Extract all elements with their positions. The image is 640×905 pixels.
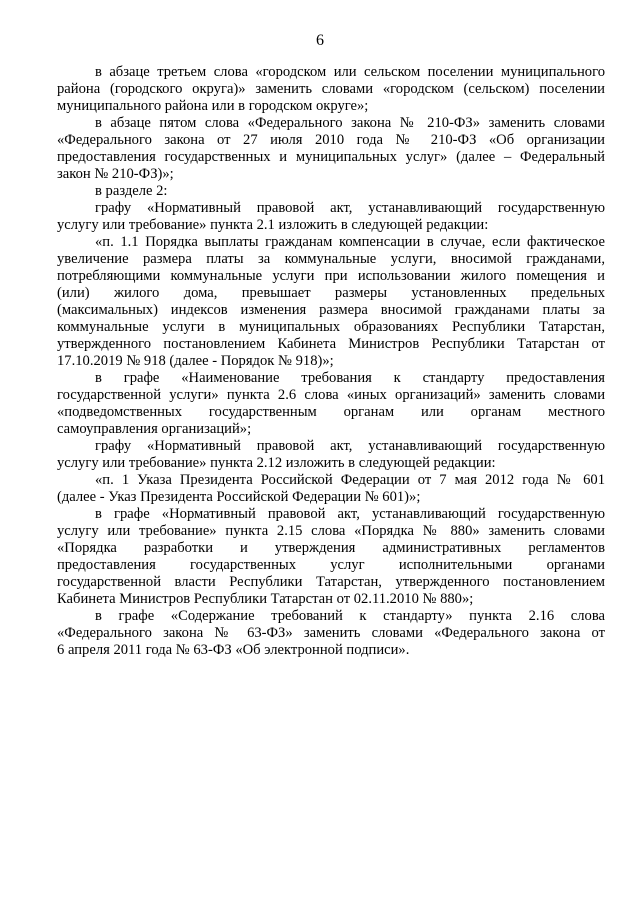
text-line: предоставления государственных и муниципальных услуг» (далее – Федеральный bbox=[57, 149, 605, 165]
text-line: «Федерального закона № 63-ФЗ» заменить словами «Федерального закона от bbox=[57, 625, 605, 641]
text-line: государственной услуги» пункта 2.6 слова «иных организаций» заменить словами bbox=[57, 387, 605, 403]
text-line: закон № 210-ФЗ)»; bbox=[57, 166, 174, 182]
text-line: в графе «Нормативный правовой акт, устанавливающий государственную bbox=[95, 506, 605, 522]
text-line: в графе «Содержание требований к стандарту» пункта 2.16 слова bbox=[95, 608, 605, 624]
text-line: потребляющими коммунальные услуги при использовании жилого помещения и bbox=[57, 268, 605, 284]
text-line: государственной власти Республики Татарстан, утвержденного постановлением bbox=[57, 574, 605, 590]
text-line: (максимальных) индексов изменения размера вносимой гражданами платы за bbox=[57, 302, 605, 318]
text-line: графу «Нормативный правовой акт, устанавливающий государственную bbox=[95, 438, 605, 454]
text-line: коммунальные услуги в муниципальных образованиях Республики Татарстан, bbox=[57, 319, 605, 335]
text-line: «п. 1.1 Порядка выплаты гражданам компенсации в случае, если фактическое bbox=[95, 234, 605, 250]
text-line: в графе «Наименование требования к стандарту предоставления bbox=[95, 370, 605, 386]
text-line: (далее - Указ Президента Российской Федерации № 601)»; bbox=[57, 489, 421, 505]
text-line: (или) жилого дома, превышает размеры установленных предельных bbox=[57, 285, 605, 301]
text-line: 6 апреля 2011 года № 63-ФЗ «Об электронной подписи». bbox=[57, 642, 410, 658]
text-line: «п. 1 Указа Президента Российской Федерации от 7 мая 2012 года № 601 bbox=[95, 472, 605, 488]
text-line: в абзаце пятом слова «Федерального закона № 210-ФЗ» заменить словами bbox=[95, 115, 605, 131]
document-body bbox=[57, 64, 605, 659]
text-line: графу «Нормативный правовой акт, устанавливающий государственную bbox=[95, 200, 605, 216]
text-line: «Федерального закона от 27 июля 2010 года № 210-ФЗ «Об организации bbox=[57, 132, 605, 148]
text-line: самоуправления организаций»; bbox=[57, 421, 252, 437]
text-line: утвержденного постановлением Кабинета Министров Республики Татарстан от bbox=[57, 336, 605, 352]
text-line: «Порядка разработки и утверждения административных регламентов bbox=[57, 540, 605, 556]
text-line: Кабинета Министров Республики Татарстан от 02.11.2010 № 880»; bbox=[57, 591, 474, 607]
page-number: 6 bbox=[316, 32, 324, 49]
text-line: «подведомственных государственным органам или органам местного bbox=[57, 404, 605, 420]
text-line: предоставления государственных услуг исполнительными органами bbox=[57, 557, 605, 573]
text-line: района (городского округа)» заменить словами «городском (сельском) поселении bbox=[57, 81, 605, 97]
text-line: услугу или требование» пункта 2.15 слова «Порядка № 880» заменить словами bbox=[57, 523, 605, 539]
text-line: в абзаце третьем слова «городском или сельском поселении муниципального bbox=[95, 64, 605, 80]
text-line: 17.10.2019 № 918 (далее - Порядок № 918)»; bbox=[57, 353, 334, 369]
text-line: увеличение размера платы за коммунальные услуги, вносимой гражданами, bbox=[57, 251, 605, 267]
text-line: в разделе 2: bbox=[95, 183, 168, 199]
text-line: муниципального района или в городском округе»; bbox=[57, 98, 369, 114]
text-line: услугу или требование» пункта 2.1 изложить в следующей редакции: bbox=[57, 217, 489, 233]
text-line: услугу или требование» пункта 2.12 изложить в следующей редакции: bbox=[57, 455, 496, 471]
